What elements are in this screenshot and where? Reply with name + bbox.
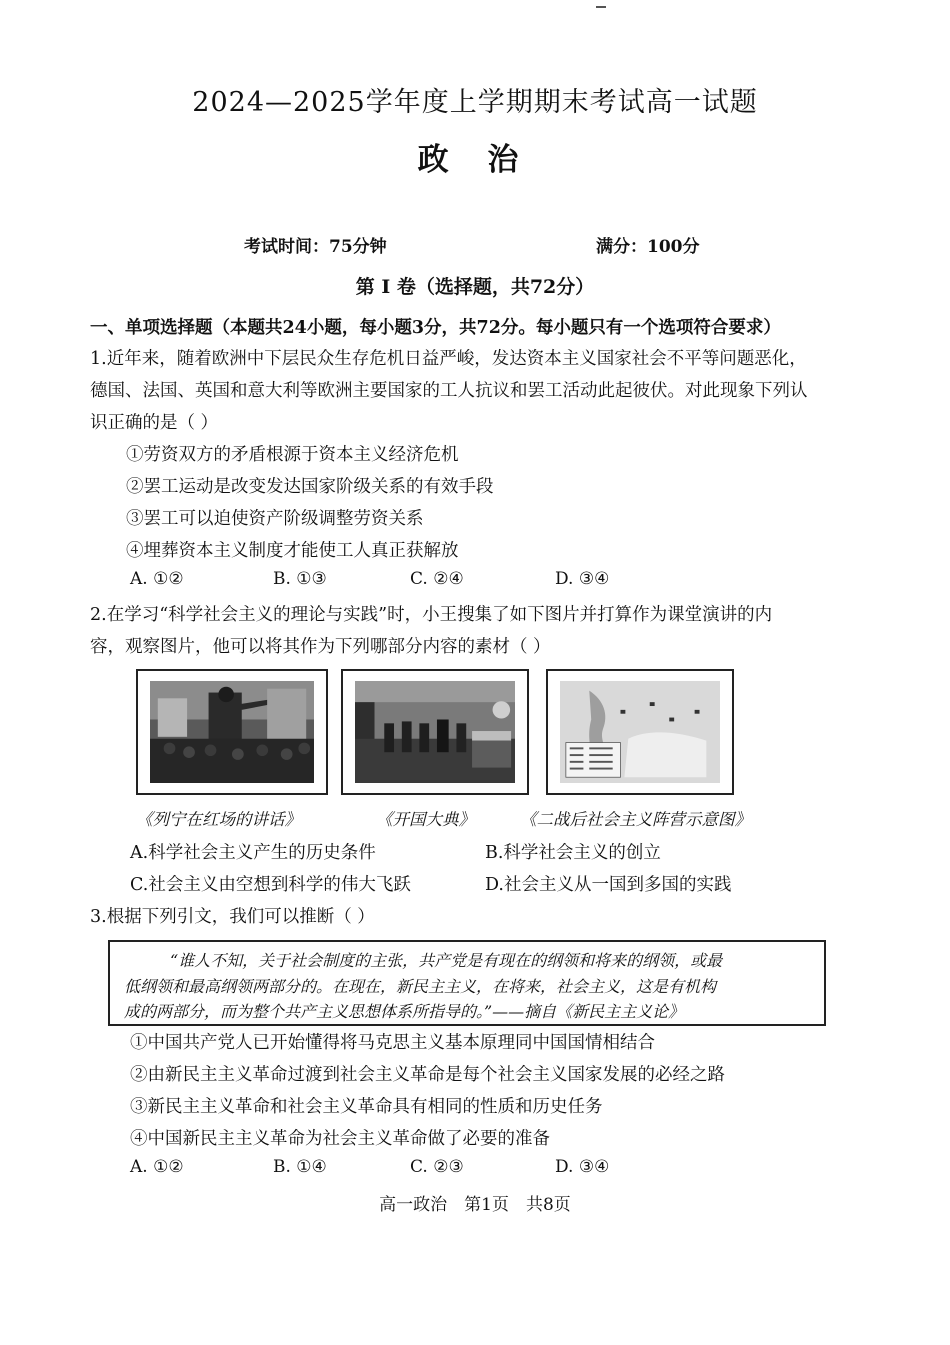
q3-option-b: B. ①④	[273, 1157, 327, 1177]
q3-quote-line: 成的两部分，而为整个共产主义思想体系所指导的。”——摘自《新民主主义论》	[124, 1002, 685, 1021]
full-score: 满分：100分	[596, 237, 700, 257]
socialist-camp-map	[560, 681, 720, 783]
q1-option-b: B. ①③	[273, 569, 327, 589]
q3-quote-line: “谁人不知，关于社会制度的主张，共产党是有现在的纲领和将来的纲领，或最	[170, 951, 723, 970]
q3-statement: ①中国共产党人已开始懂得将马克思主义基本原理同中国国情相结合	[130, 1033, 655, 1053]
lenin-photo	[150, 681, 314, 783]
q2-option-c: C.社会主义由空想到科学的伟大飞跃	[130, 875, 411, 895]
q3-quote-box	[108, 940, 826, 1026]
q3-statement: ②由新民主主义革命过渡到社会主义革命是每个社会主义国家发展的必经之路	[130, 1065, 725, 1085]
q2-stem-line: 2.在学习“科学社会主义的理论与实践”时，小王搜集了如下图片并打算作为课堂演讲的内	[90, 605, 773, 625]
q1-option-d: D. ③④	[555, 569, 610, 589]
part-title: 第 Ⅰ 卷（选择题，共72分）	[355, 276, 595, 298]
q3-statement: ③新民主主义革命和社会主义革命具有相同的性质和历史任务	[130, 1097, 603, 1117]
q1-statement: ④埋葬资本主义制度才能使工人真正获解放	[126, 541, 459, 561]
socialist-camp-map-frame	[546, 669, 734, 795]
caption-socialist-camp: 《二战后社会主义阵营示意图》	[520, 810, 751, 829]
scan-speck	[596, 6, 606, 8]
caption-lenin: 《列宁在红场的讲话》	[136, 810, 301, 829]
q2-option-d: D.社会主义从一国到多国的实践	[485, 875, 732, 895]
q3-option-a: A. ①②	[130, 1157, 184, 1177]
q3-option-c: C. ②③	[410, 1157, 464, 1177]
q1-statement: ③罢工可以迫使资产阶级调整劳资关系	[126, 509, 424, 529]
q3-statement: ④中国新民主主义革命为社会主义革命做了必要的准备	[130, 1129, 550, 1149]
q1-stem-line: 德国、法国、英国和意大利等欧洲主要国家的工人抗议和罢工活动此起彼伏。对此现象下列认	[90, 381, 808, 401]
q1-statement: ②罢工运动是改变发达国家阶级关系的有效手段	[126, 477, 494, 497]
q3-quote-line: 低纲领和最高纲领两部分的。在现在，新民主主义，在将来，社会主义，这是有机构	[124, 977, 717, 996]
page-footer: 高一政治 第1页 共8页	[379, 1195, 571, 1215]
founding-ceremony-photo-frame	[341, 669, 529, 795]
q3-stem: 3.根据下列引文，我们可以推断（ ）	[90, 907, 375, 927]
section-heading: 一、单项选择题（本题共24小题，每小题3分，共72分。每小题只有一个选项符合要求）	[90, 318, 781, 338]
q1-stem-line: 1.近年来，随着欧洲中下层民众生存危机日益严峻，发达资本主义国家社会不平等问题恶化，	[90, 349, 807, 369]
q1-option-c: C. ②④	[410, 569, 464, 589]
exam-title: 2024—2025学年度上学期期末考试高一试题	[192, 87, 758, 118]
q1-option-a: A. ①②	[130, 569, 184, 589]
q3-option-d: D. ③④	[555, 1157, 610, 1177]
subject-title: 政 治	[417, 142, 533, 178]
q2-option-a: A.科学社会主义产生的历史条件	[130, 843, 376, 863]
q2-stem-line: 容，观察图片，他可以将其作为下列哪部分内容的素材（ ）	[90, 637, 551, 657]
founding-ceremony-photo	[355, 681, 515, 783]
q1-stem-line: 识正确的是（ ）	[90, 413, 219, 433]
exam-time: 考试时间：75分钟	[244, 237, 387, 257]
caption-founding-ceremony: 《开国大典》	[376, 810, 475, 829]
q2-option-b: B.科学社会主义的创立	[485, 843, 661, 863]
lenin-photo-frame	[136, 669, 328, 795]
q1-statement: ①劳资双方的矛盾根源于资本主义经济危机	[126, 445, 459, 465]
